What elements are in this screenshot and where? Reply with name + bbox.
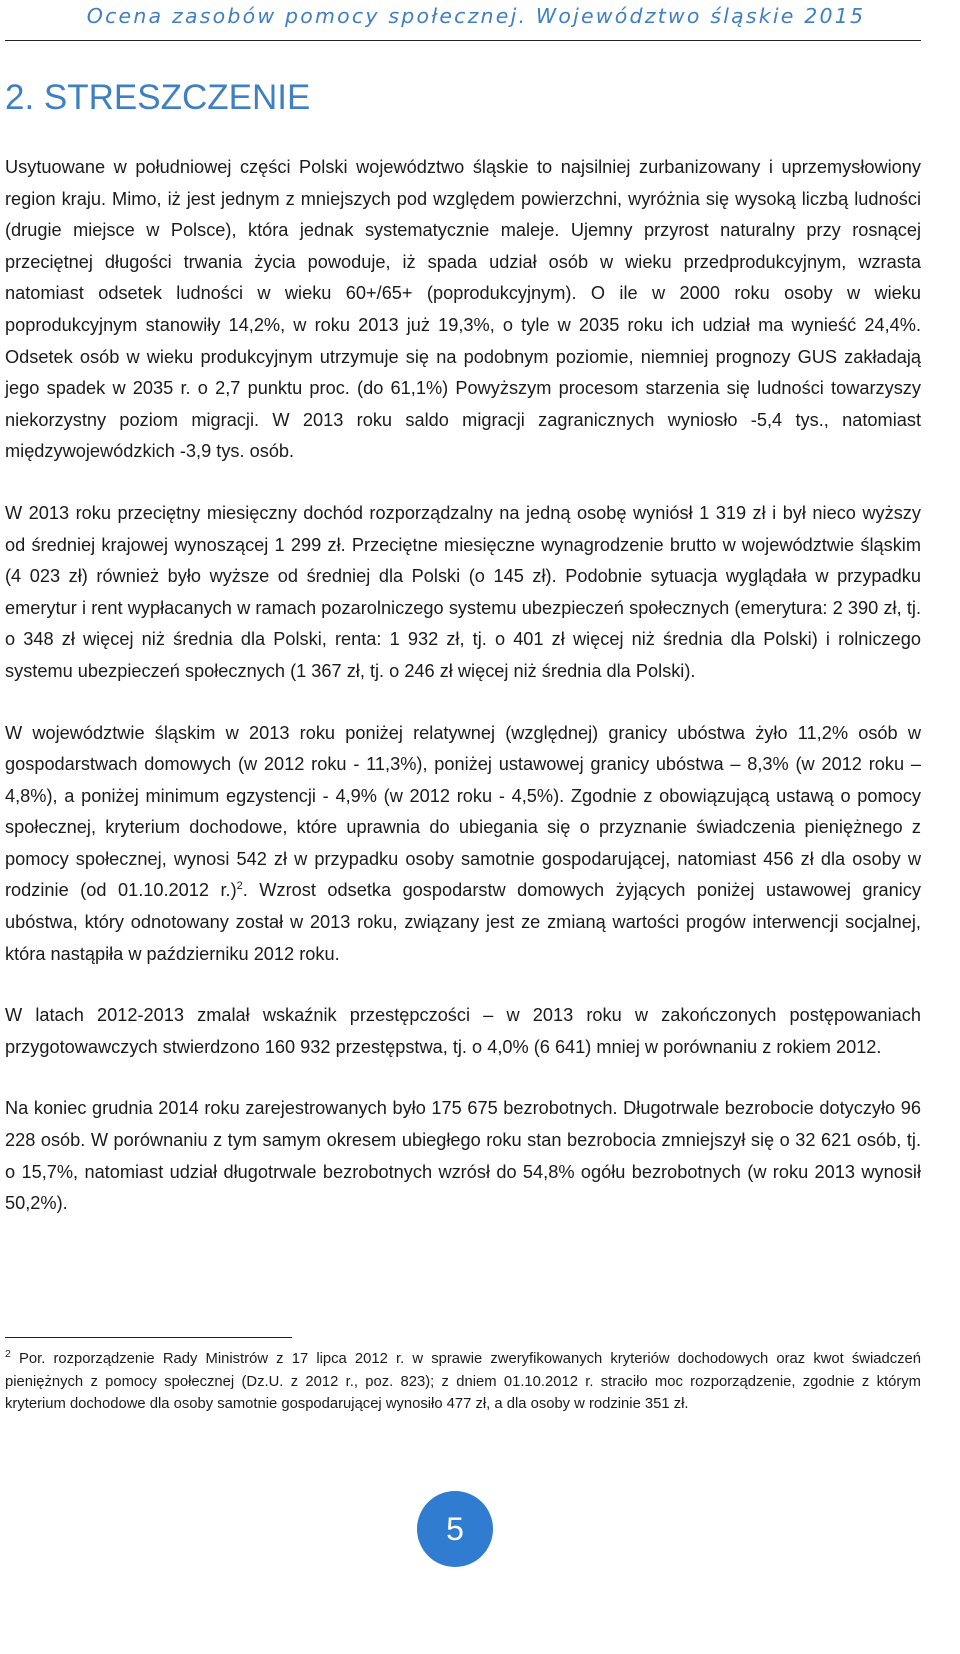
paragraph-poverty-text-continued: . Wzrost odsetka gospodarstw domowych żyjących poniżej ustawowej granicy ubóstwa, który odnotowany został w 2013 roku, związany jest ze zmianą wartości progów interwencji socjalnej, która nastąpiła w październiku 2012 roku.: [5, 880, 921, 964]
paragraph-poverty-text: W województwie śląskim w 2013 roku poniżej relatywnej (względnej) granicy ubóstwa żyło 11,2% osób w gospodarstwach domowych (w 2012 roku - 11,3%), poniżej ustawowej granicy ubóstwa – 8,3% (w 2012 roku – 4,8%), a poniżej minimum egzystencji - 4,9% (w 2012 roku - 4,5%). Zgodnie z obowiązującą ustawą o pomocy społecznej, kryterium dochodowe, które uprawnia do ubiegania się o przyznanie świadczenia pieniężnego z pomocy społecznej, wynosi 542 zł w przypadku osoby samotnie gospodarującej, natomiast 456 zł dla osoby w rodzinie (od 01.10.2012 r.): [5, 722, 921, 901]
footnote-divider: [5, 1337, 292, 1338]
footnote-marker: 2: [5, 1348, 11, 1361]
running-header: Ocena zasobów pomocy społecznej. Województwo śląskie 2015: [86, 4, 866, 28]
section-title: 2. STRESZCZENIE: [5, 78, 311, 117]
paragraph-demographics: Usytuowane w południowej części Polski województwo śląskie to najsilniej zurbanizowany i uprzemysłowiony region kraju. Mimo, iż jest jednym z mniejszych pod względem powierzchni, wyróżnia się wysoką liczbą ludności (drugie miejsce w Polsce), która jednak systematycznie maleje. Ujemny przyrost naturalny przy rosnącej przeciętnej długości trwania życia powoduje, iż spada udział osób w wieku przedprodukcyjnym, wzrasta natomiast odsetek ludności w wieku 60+/65+ (poprodukcyjnym). O ile w 2000 roku osoby w wieku poprodukcyjnym stanowiły 14,2%, w roku 2013 już 19,3%, o tyle w 2035 roku ich udział ma wynieść 24,4%. Odsetek osób w wieku produkcyjnym utrzymuje się na podobnym poziomie, niemniej prognozy GUS zakładają jego spadek w 2035 r. o 2,7 punktu proc. (do 61,1%) Powyższym procesom starzenia się ludności towarzyszy niekorzystny poziom migracji. W 2013 roku saldo migracji zagranicznych wyniosło -5,4 tys., natomiast międzywojewódzkich -3,9 tys. osób.: [5, 157, 921, 462]
paragraph-income: W 2013 roku przeciętny miesięczny dochód rozporządzalny na jedną osobę wyniósł 1 319 zł i był nieco wyższy od średniej krajowej wynoszącej 1 299 zł. Przeciętne miesięczne wynagrodzenie brutto w województwie śląskim (4 023 zł) również było wyższe od średniej dla Polski (o 145 zł). Podobnie sytuacja wyglądała w przypadku emerytur i rent wypłacanych w ramach pozarolniczego systemu ubezpieczeń społecznych (emerytura: 2 390 zł, tj. o 348 zł więcej niż średnia dla Polski, renta: 1 932 zł, tj. o 401 zł więcej niż średnia dla Polski) i rolniczego systemu ubezpieczeń społecznych (1 367 zł, tj. o 246 zł więcej niż średnia dla Polski).: [5, 502, 921, 681]
footnote-text: Por. rozporządzenie Rady Ministrów z 17 lipca 2012 r. w sprawie zweryfikowanych kryteriów dochodowych oraz kwot świadczeń pieniężnych z pomocy społecznej (Dz.U. z 2012 r., poz. 823); z dniem 01.10.2012 r. straciło moc rozporządzenie, zgodnie z którym kryterium dochodowe dla osoby samotnie gospodarującej wynosiło 477 zł, a dla osoby w rodzinie 351 zł.: [5, 1351, 921, 1413]
summary-body: [5, 152, 921, 1220]
footnote: [5, 1348, 921, 1416]
header-divider: [5, 40, 921, 41]
paragraph-poverty: [5, 718, 921, 971]
page-number-badge: 5: [417, 1491, 493, 1567]
footnote-reference: 2: [236, 880, 243, 893]
paragraph-unemployment: Na koniec grudnia 2014 roku zarejestrowanych było 175 675 bezrobotnych. Długotrwale bezrobocie dotyczyło 96 228 osób. W porównaniu z tym samym okresem ubiegłego roku stan bezrobocia zmniejszył się o 32 621 osób, tj. o 15,7%, natomiast udział długotrwale bezrobotnych wzrósł do 54,8% ogółu bezrobotnych (w roku 2013 wynosił 50,2%).: [5, 1098, 921, 1214]
paragraph-crime: W latach 2012-2013 zmalał wskaźnik przestępczości – w 2013 roku w zakończonych postępowaniach przygotowawczych stwierdzono 160 932 przestępstwa, tj. o 4,0% (6 641) mniej w porównaniu z rokiem 2012.: [5, 1005, 921, 1057]
